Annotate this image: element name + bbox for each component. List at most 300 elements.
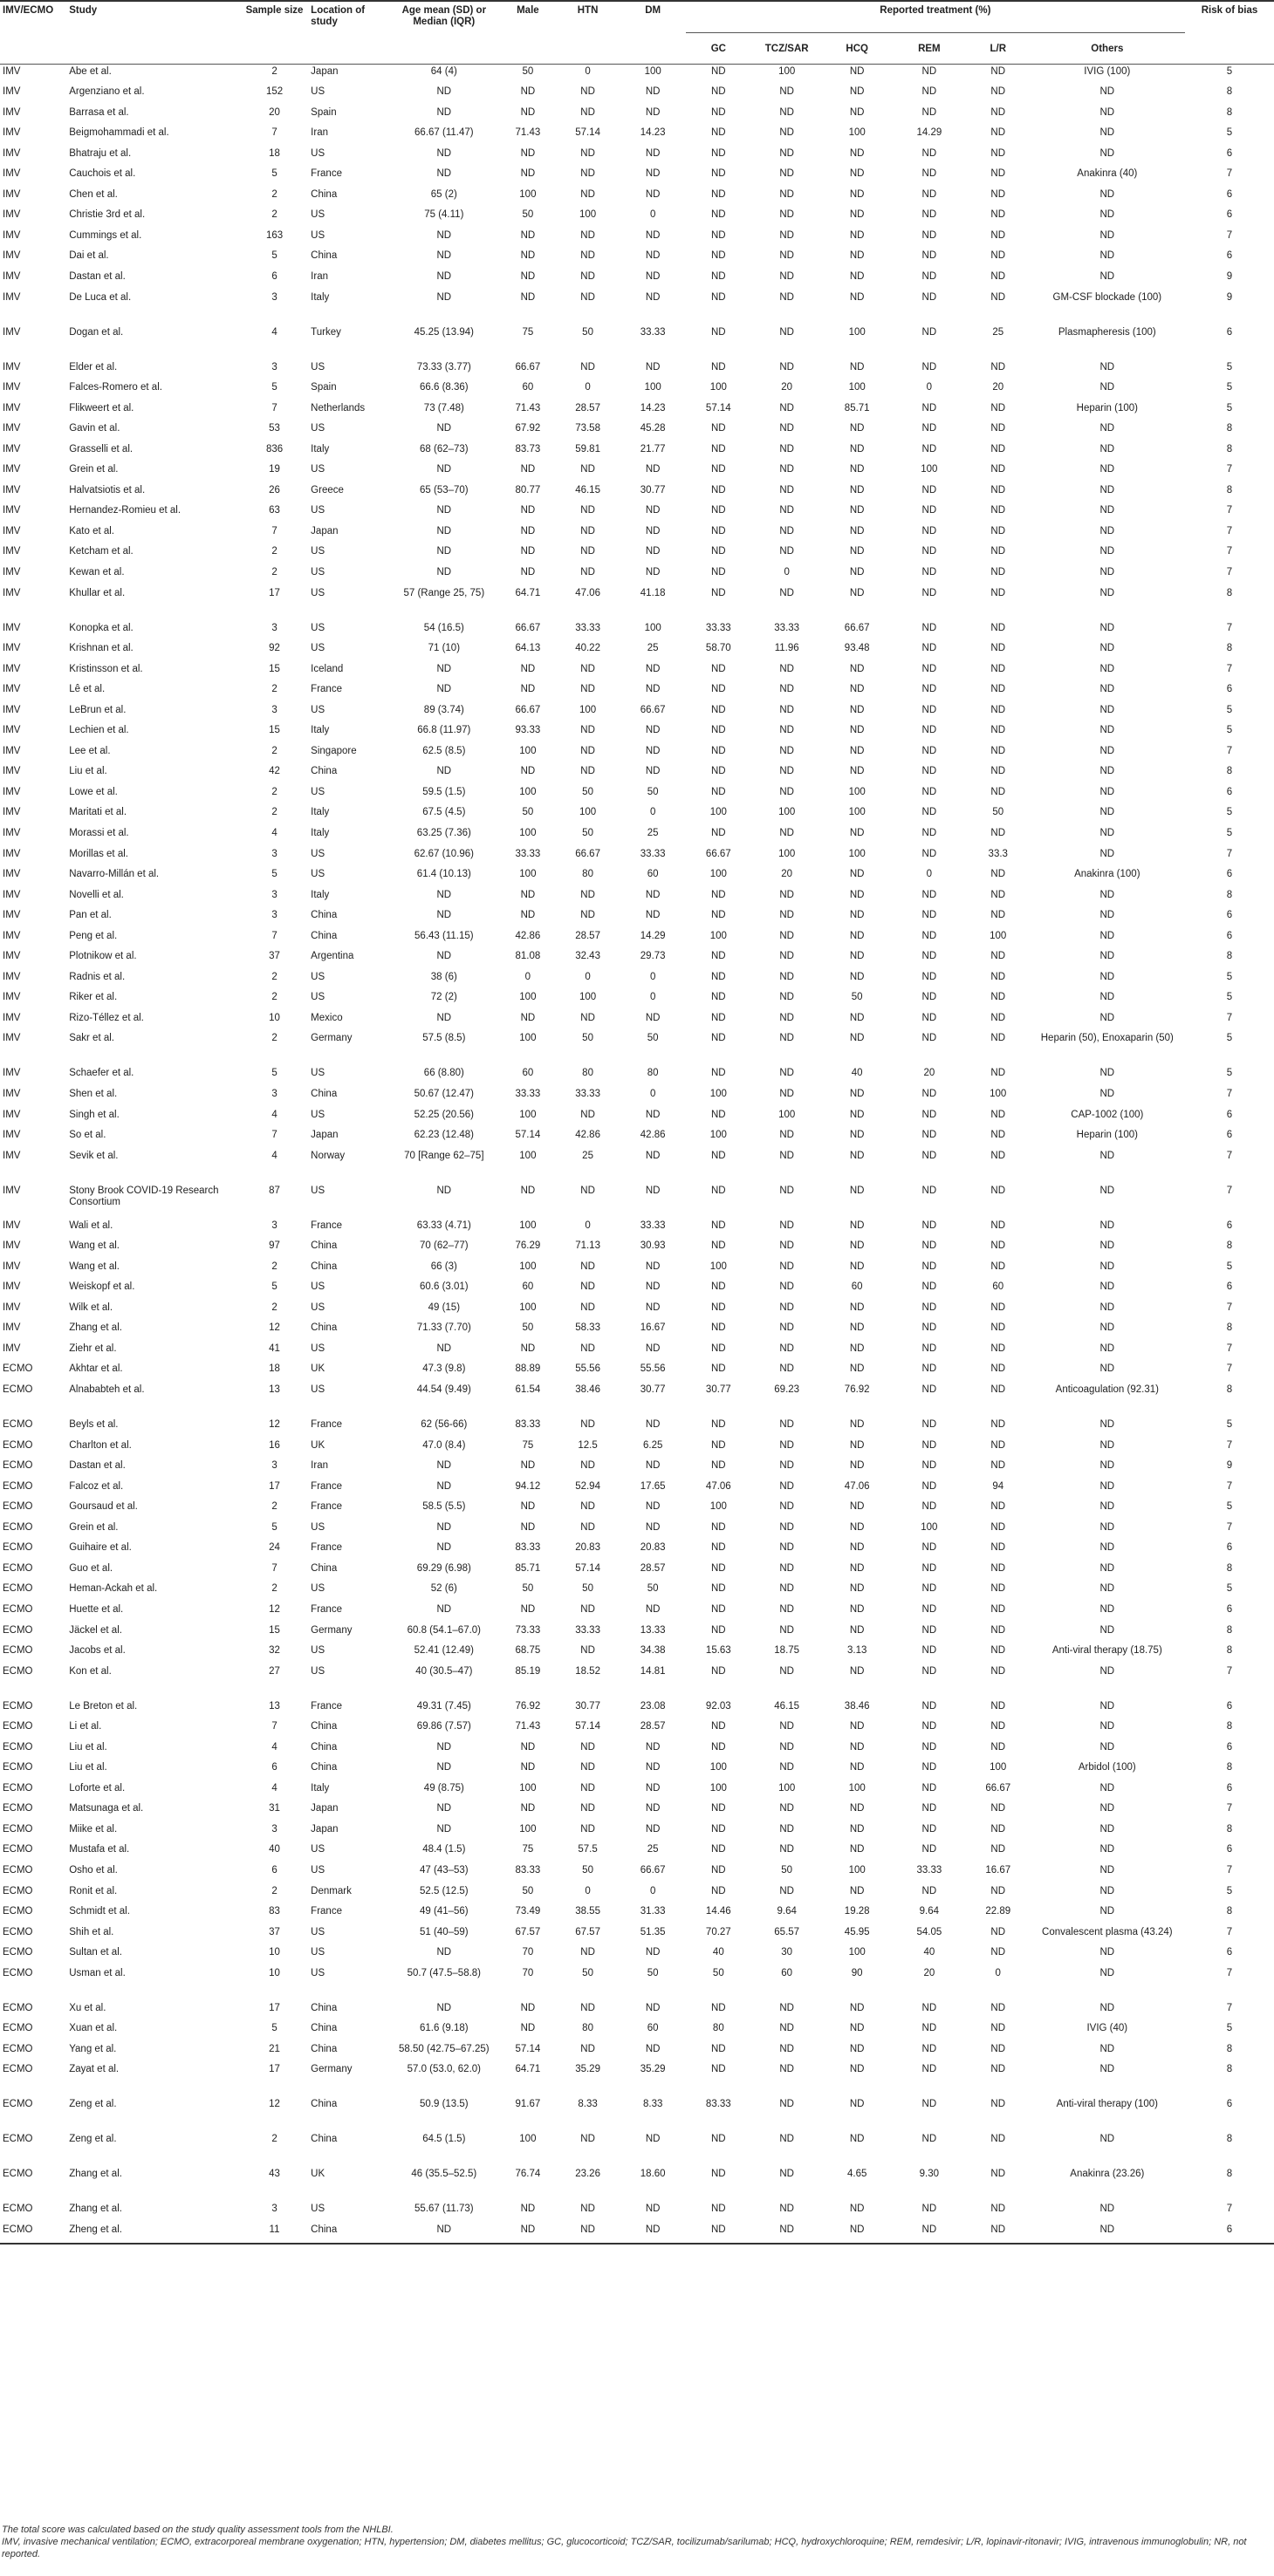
cell-dm: 0 <box>649 1885 656 1896</box>
cell-male: 100 <box>519 1109 537 1120</box>
cell-others: ND <box>1099 1721 1115 1732</box>
cell-study: Kon et al. <box>69 1665 112 1677</box>
cell-risk-of-bias: 7 <box>1226 1343 1233 1354</box>
cell-sample-size: 17 <box>269 2002 280 2013</box>
cell-rem: ND <box>921 951 937 962</box>
cell-location: Germany <box>311 2064 353 2075</box>
cell-lr: ND <box>990 86 1006 98</box>
cell-location: US <box>311 1185 325 1196</box>
cell-dm: 30.77 <box>640 484 666 495</box>
cell-risk-of-bias: 7 <box>1226 663 1233 674</box>
cell-rem: ND <box>921 1562 937 1574</box>
cell-hcq: ND <box>822 2223 891 2245</box>
cell-tcz-sar: 100 <box>778 1109 796 1120</box>
cell-hcq: ND <box>849 1885 865 1896</box>
cell-age: 57 (Range 25, 75) <box>403 587 485 598</box>
cell-male: 64.13 <box>515 643 541 654</box>
cell-htn: ND <box>580 1645 595 1657</box>
cell-male: ND <box>520 1803 536 1814</box>
cell-location: Italy <box>311 828 330 838</box>
cell-sample-size: 87 <box>269 1185 280 1196</box>
cell-gc: ND <box>711 1885 726 1896</box>
cell-htn: 80 <box>582 2023 593 2034</box>
cell-male: 0 <box>524 971 531 982</box>
cell-hcq: ND <box>849 229 865 241</box>
cell-hcq: ND <box>849 1012 865 1023</box>
cell-study: Xuan et al. <box>69 2023 118 2034</box>
cell-others: ND <box>1099 1240 1115 1252</box>
cell-hcq: ND <box>849 147 865 159</box>
cell-type: ECMO <box>3 2134 33 2145</box>
table-row <box>0 544 1274 565</box>
cell-rem: ND <box>921 1302 937 1313</box>
cell-risk-of-bias: 6 <box>1226 1603 1233 1615</box>
footnote-scoring: The total score was calculated based on the study quality assessment tools from the NHLBI. <box>2 2525 394 2535</box>
cell-risk-of-bias: 7 <box>1226 848 1233 859</box>
cell-tcz-sar: ND <box>779 464 794 475</box>
cell-male: ND <box>520 1501 536 1513</box>
cell-age: 61.4 (10.13) <box>416 869 471 880</box>
cell-location: France <box>311 1480 342 1492</box>
cell-gc: ND <box>711 566 726 577</box>
cell-location: US <box>311 1967 325 1978</box>
cell-age: ND <box>436 1603 452 1615</box>
cell-rem: ND <box>921 725 937 736</box>
cell-others: GM-CSF blockade (100) <box>1052 291 1162 303</box>
cell-dm: 14.81 <box>640 1665 666 1677</box>
cell-type: ECMO <box>3 1721 33 1732</box>
cell-age: 47.3 (9.8) <box>422 1363 466 1375</box>
cell-rem: 20 <box>923 1068 935 1079</box>
cell-tcz-sar: ND <box>779 910 794 921</box>
cell-htn: ND <box>580 1803 595 1814</box>
cell-hcq: ND <box>849 1562 865 1574</box>
cell-tcz-sar: ND <box>779 828 794 838</box>
cell-lr: ND <box>990 505 1006 516</box>
cell-type: ECMO <box>3 1967 33 1978</box>
cell-tcz-sar: 100 <box>778 848 796 859</box>
cell-location: US <box>311 229 325 241</box>
table-row <box>0 1087 1274 1108</box>
cell-lr: 0 <box>995 1967 1001 1978</box>
cell-type: ECMO <box>3 2204 33 2215</box>
cell-male: 91.67 <box>515 2099 541 2110</box>
cell-tcz-sar: ND <box>779 1150 794 1161</box>
cell-age: 54 (16.5) <box>423 622 464 633</box>
cell-others: ND <box>1099 1906 1115 1917</box>
cell-male: ND <box>520 86 536 98</box>
cell-type: IMV <box>3 566 21 577</box>
table-row <box>0 401 1274 422</box>
cell-others: ND <box>1099 1439 1115 1451</box>
cell-htn: ND <box>580 546 595 557</box>
cell-type: ECMO <box>3 1906 33 1917</box>
cell-lr: ND <box>990 704 1006 715</box>
cell-study: Argenziano et al. <box>69 86 145 98</box>
cell-study: Elder et al. <box>69 361 118 372</box>
cell-risk-of-bias: 8 <box>1226 2169 1233 2180</box>
cell-age: 38 (6) <box>430 971 457 982</box>
cell-htn: ND <box>580 464 595 475</box>
cell-htn: 58.33 <box>575 1322 600 1334</box>
cell-location: France <box>311 1501 342 1513</box>
cell-hcq: ND <box>849 1150 865 1161</box>
cell-rem: ND <box>921 1603 937 1615</box>
cell-type: ECMO <box>3 1823 33 1835</box>
cell-risk-of-bias: 8 <box>1226 951 1233 962</box>
table-row <box>0 2042 1274 2063</box>
cell-lr: ND <box>990 1220 1006 1231</box>
cell-age: 71.33 (7.70) <box>416 1322 471 1334</box>
cell-lr: ND <box>990 1439 1006 1451</box>
cell-hcq: ND <box>849 566 865 577</box>
cell-study: Sakr et al. <box>69 1033 114 1044</box>
cell-rem: ND <box>921 1501 937 1513</box>
cell-tcz-sar: ND <box>779 291 794 303</box>
cell-gc: 15.63 <box>705 1645 731 1657</box>
cell-risk-of-bias: 7 <box>1226 1363 1233 1375</box>
cell-gc: 100 <box>709 930 727 941</box>
cell-risk-of-bias: 9 <box>1226 1460 1233 1472</box>
cell-type: IMV <box>3 382 21 393</box>
cell-tcz-sar: 0 <box>784 566 790 577</box>
cell-htn: ND <box>556 2223 620 2245</box>
table-row <box>0 586 1274 621</box>
table-row <box>0 524 1274 545</box>
cell-tcz-sar: ND <box>779 1363 794 1375</box>
cell-sample-size: 7 <box>271 402 277 413</box>
cell-study: Chen et al. <box>69 188 118 200</box>
cell-male: 33.33 <box>515 1089 541 1100</box>
cell-location: Japan <box>311 65 339 77</box>
cell-others: ND <box>1099 745 1115 756</box>
cell-others: ND <box>1099 2043 1115 2054</box>
cell-gc: ND <box>711 951 726 962</box>
cell-gc: ND <box>711 889 726 900</box>
cell-male: ND <box>520 106 536 118</box>
cell-location: China <box>311 2099 338 2110</box>
cell-rem: ND <box>921 291 937 303</box>
cell-location: US <box>311 1864 325 1876</box>
table-row <box>0 126 1274 147</box>
cell-lr: 33.3 <box>988 848 1008 859</box>
col-header-type: IMV/ECMO <box>0 1 66 64</box>
cell-type: IMV <box>3 910 21 921</box>
cell-dm: ND <box>645 270 661 282</box>
cell-location: Norway <box>311 1150 346 1161</box>
cell-type: ECMO <box>3 1926 33 1937</box>
cell-hcq: ND <box>849 1089 865 1100</box>
cell-risk-of-bias: 5 <box>1226 65 1233 77</box>
cell-dm: 100 <box>644 65 661 77</box>
cell-study: Konopka et al. <box>69 622 134 633</box>
cell-gc: ND <box>711 361 726 372</box>
cell-type: IMV <box>3 361 21 372</box>
cell-study: Liu et al. <box>69 1762 107 1773</box>
cell-others: ND <box>1099 2134 1115 2145</box>
cell-tcz-sar: ND <box>779 1261 794 1272</box>
cell-age: ND <box>436 1012 452 1023</box>
cell-htn: ND <box>580 2204 595 2215</box>
cell-age: 60.6 (3.01) <box>420 1281 469 1293</box>
cell-gc: ND <box>711 464 726 475</box>
cell-rem: ND <box>921 270 937 282</box>
cell-sample-size: 2 <box>271 1501 277 1513</box>
table-row <box>0 1699 1274 1720</box>
cell-location: China <box>311 2043 338 2054</box>
cell-male: ND <box>520 464 536 475</box>
cell-age: 66.6 (8.36) <box>420 382 469 393</box>
col-header-age: Age mean (SD) or Median (IQR) <box>387 1 500 64</box>
cell-location: Iran <box>311 270 328 282</box>
cell-rem: ND <box>921 1384 937 1396</box>
cell-male: 83.73 <box>515 443 541 454</box>
cell-htn: ND <box>580 250 595 262</box>
cell-gc: ND <box>711 2043 726 2054</box>
cell-rem: ND <box>921 2134 937 2145</box>
cell-type: IMV <box>3 484 21 495</box>
cell-hcq: ND <box>849 2204 865 2215</box>
cell-study: Jäckel et al. <box>69 1624 122 1636</box>
cell-lr: ND <box>990 402 1006 413</box>
cell-htn: ND <box>580 270 595 282</box>
table-row <box>0 1280 1274 1301</box>
cell-risk-of-bias: 5 <box>1226 992 1233 1003</box>
cell-htn: 20.83 <box>575 1542 600 1554</box>
cell-others: Anakinra (23.26) <box>1070 2169 1145 2180</box>
cell-dm: 50 <box>647 1583 659 1595</box>
cell-location: Japan <box>311 1803 339 1814</box>
cell-htn: 57.14 <box>575 127 600 139</box>
cell-risk-of-bias: 7 <box>1226 1302 1233 1313</box>
cell-htn: 33.33 <box>575 622 600 633</box>
cell-hcq: ND <box>849 1302 865 1313</box>
cell-others: ND <box>1099 1501 1115 1513</box>
footnote-abbreviations: IMV, invasive mechanical ventilation; ECMO, extracorporeal membrane oxygenation; HTN, hypertension; DM, diabetes mellitus; GC, glucocorticoid; TCZ/SAR, tocilizumab/sarilumab; HCQ, hydroxychloroquine; REM, remdesivir; L/R, lopinavir-ritonavir; IVIG, intravenous immunoglobulin; NR, not reported. <box>2 2537 1247 2559</box>
cell-study: Charlton et al. <box>69 1439 132 1451</box>
cell-sample-size: 3 <box>271 848 277 859</box>
cell-study: Sultan et al. <box>69 1947 122 1958</box>
table-row <box>0 1623 1274 1644</box>
table-row <box>0 1801 1274 1822</box>
cell-location: China <box>311 1562 338 1574</box>
cell-study: Plotnikow et al. <box>69 951 137 962</box>
cell-rem: ND <box>921 250 937 262</box>
cell-lr: ND <box>990 971 1006 982</box>
cell-male: ND <box>520 910 536 921</box>
cell-location: China <box>311 2023 338 2034</box>
cell-dm: 28.57 <box>640 1562 666 1574</box>
cell-dm: ND <box>645 1185 661 1196</box>
cell-sample-size: 7 <box>271 930 277 941</box>
cell-htn: ND <box>580 2134 595 2145</box>
cell-dm: 6.25 <box>642 1439 663 1451</box>
cell-location: Italy <box>311 889 330 900</box>
cell-rem: 54.05 <box>916 1926 942 1937</box>
cell-type: IMV <box>3 889 21 900</box>
table-row <box>0 621 1274 642</box>
cell-risk-of-bias: 7 <box>1226 2002 1233 2013</box>
cell-tcz-sar: ND <box>779 1281 794 1293</box>
table-row <box>0 208 1274 229</box>
cell-dm: ND <box>645 1109 661 1120</box>
cell-risk-of-bias: 5 <box>1226 2023 1233 2034</box>
cell-htn: 50 <box>582 786 593 797</box>
cell-risk-of-bias: 6 <box>1226 1130 1233 1141</box>
table-row <box>0 2132 1274 2167</box>
cell-tcz-sar: 30 <box>781 1947 793 1958</box>
cell-age: 58.50 (42.75–67.25) <box>399 2043 490 2054</box>
cell-gc: 57.14 <box>705 402 731 413</box>
cell-male: 73.49 <box>515 1906 541 1917</box>
cell-study: Cummings et al. <box>69 229 142 241</box>
cell-type: IMV <box>3 1261 21 1272</box>
cell-htn: 50 <box>582 1864 593 1876</box>
cell-male: 85.71 <box>515 1562 541 1574</box>
cell-age: 50.9 (13.5) <box>420 2099 469 2110</box>
cell-rem: ND <box>921 1782 937 1794</box>
cell-male: 60 <box>522 1068 534 1079</box>
cell-rem: ND <box>921 525 937 536</box>
cell-age: ND <box>436 910 452 921</box>
cell-sample-size: 5 <box>271 168 277 180</box>
cell-age: ND <box>436 250 452 262</box>
cell-risk-of-bias: 5 <box>1226 1261 1233 1272</box>
cell-location: Argentina <box>311 951 354 962</box>
cell-others: Anticoagulation (92.31) <box>1055 1384 1159 1396</box>
cell-gc: 100 <box>709 1261 727 1272</box>
cell-type: IMV <box>3 704 21 715</box>
cell-male: 71.43 <box>515 127 541 139</box>
cell-rem: ND <box>921 2023 937 2034</box>
cell-male: 50 <box>522 807 534 818</box>
cell-rem: ND <box>921 505 937 516</box>
cell-htn: ND <box>580 889 595 900</box>
cell-rem: ND <box>921 168 937 180</box>
cell-lr: ND <box>990 566 1006 577</box>
cell-rem: ND <box>921 65 937 77</box>
cell-study: Grein et al. <box>69 1521 119 1533</box>
cell-type: ECMO <box>3 1521 33 1533</box>
cell-htn: 50 <box>582 1033 593 1044</box>
cell-gc: 100 <box>709 1501 727 1513</box>
cell-location: US <box>311 587 325 598</box>
cell-lr: ND <box>990 270 1006 282</box>
cell-others: ND <box>1099 704 1115 715</box>
table-row <box>0 1066 1274 1087</box>
cell-lr: ND <box>990 622 1006 633</box>
cell-lr: ND <box>990 2099 1006 2110</box>
cell-tcz-sar: ND <box>779 1033 794 1044</box>
cell-dm: ND <box>645 2002 661 2013</box>
cell-others: ND <box>1099 1823 1115 1835</box>
cell-male: 50 <box>522 1322 534 1334</box>
cell-sample-size: 13 <box>269 1700 280 1712</box>
cell-others: ND <box>1099 1947 1115 1958</box>
cell-hcq: ND <box>849 464 865 475</box>
cell-htn: ND <box>580 1947 595 1958</box>
cell-sample-size: 2 <box>271 807 277 818</box>
cell-type: IMV <box>3 1068 21 1079</box>
cell-age: 51 (40–59) <box>420 1926 469 1937</box>
cell-male: ND <box>520 684 536 695</box>
cell-risk-of-bias: 7 <box>1226 2204 1233 2215</box>
cell-tcz-sar: ND <box>779 1823 794 1835</box>
cell-dm: 60 <box>647 869 659 880</box>
cell-tcz-sar: 100 <box>778 807 796 818</box>
cell-lr: ND <box>990 1700 1006 1712</box>
cell-hcq: 45.95 <box>844 1926 870 1937</box>
cell-hcq: ND <box>849 2064 865 2075</box>
cell-dm: 18.60 <box>640 2169 666 2180</box>
cell-gc: ND <box>711 1363 726 1375</box>
cell-dm: 33.33 <box>640 326 666 338</box>
cell-others: ND <box>1099 951 1115 962</box>
cell-sample-size: 42 <box>269 766 280 777</box>
cell-tcz-sar: ND <box>779 1185 794 1196</box>
cell-location: Italy <box>311 443 330 454</box>
cell-lr: ND <box>990 1343 1006 1354</box>
cell-gc: ND <box>711 1665 726 1677</box>
cell-location: US <box>311 1343 325 1354</box>
cell-location: Turkey <box>311 326 341 338</box>
cell-hcq: ND <box>849 1741 865 1753</box>
cell-type: IMV <box>3 1089 21 1100</box>
cell-study: Peng et al. <box>69 930 118 941</box>
cell-others: ND <box>1099 930 1115 941</box>
cell-sample-size: 2 <box>271 745 277 756</box>
cell-lr: ND <box>990 127 1006 139</box>
cell-risk-of-bias: 6 <box>1226 869 1233 880</box>
cell-rem: 0 <box>926 382 933 393</box>
cell-study: Zhang et al. <box>69 1322 122 1334</box>
cell-others: ND <box>1099 1782 1115 1794</box>
cell-lr: ND <box>967 2223 1030 2245</box>
cell-male: 50 <box>522 65 534 77</box>
cell-dm: 45.28 <box>640 423 666 434</box>
cell-lr: ND <box>990 745 1006 756</box>
cell-hcq: ND <box>849 525 865 536</box>
cell-rem: ND <box>921 663 937 674</box>
cell-lr: ND <box>990 1033 1006 1044</box>
cell-risk-of-bias: 6 <box>1226 1281 1233 1293</box>
cell-tcz-sar: ND <box>779 525 794 536</box>
cell-type: IMV <box>3 106 21 118</box>
table-body <box>0 64 1274 2244</box>
cell-tcz-sar: ND <box>779 1844 794 1855</box>
cell-age: 64.5 (1.5) <box>422 2134 466 2145</box>
cell-age: ND <box>436 1762 452 1773</box>
cell-htn: ND <box>580 505 595 516</box>
cell-rem: ND <box>921 1542 937 1554</box>
cell-male: 68.75 <box>515 1645 541 1657</box>
cell-htn: 38.55 <box>575 1906 600 1917</box>
cell-study: So et al. <box>69 1130 106 1141</box>
cell-tcz-sar: ND <box>779 1130 794 1141</box>
cell-age: 55.67 (11.73) <box>414 2204 474 2215</box>
cell-htn: 52.94 <box>575 1480 600 1492</box>
cell-tcz-sar: ND <box>779 1803 794 1814</box>
cell-sample-size: 6 <box>271 270 277 282</box>
cell-tcz-sar: 11.96 <box>774 643 799 654</box>
cell-lr: ND <box>990 168 1006 180</box>
table-row <box>0 1945 1274 1966</box>
cell-others: ND <box>1099 1419 1115 1431</box>
cell-lr: ND <box>990 1624 1006 1636</box>
cell-htn: ND <box>580 168 595 180</box>
cell-risk-of-bias: 8 <box>1226 423 1233 434</box>
cell-tcz-sar: ND <box>779 423 794 434</box>
